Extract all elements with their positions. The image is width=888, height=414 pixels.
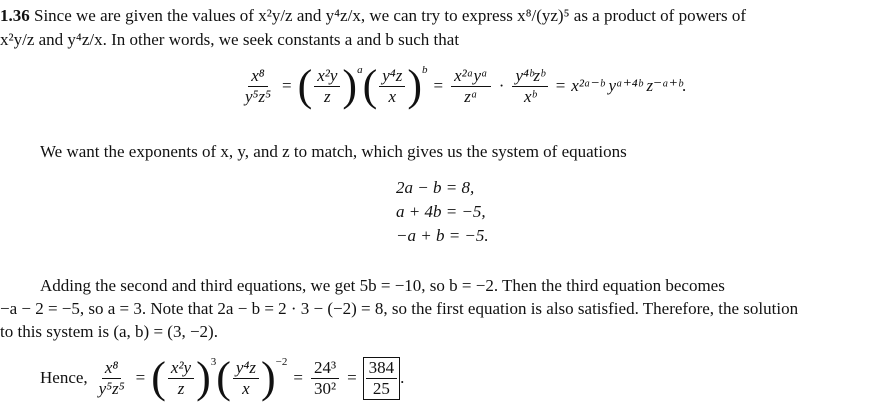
answer-box [363, 357, 401, 400]
solution-line-1: Adding the second and third equations, we get 5b = −10, so b = −2. Then the third equation becomes [40, 276, 725, 295]
system-eq-1: 2a − b = 8, [396, 178, 475, 197]
factor-2-fraction: $\frac{\text{y⁴z}}{x}$ [379, 66, 405, 107]
intro-text-1: Since we are given the values of x²y/z and y⁴z/x, we can try to express x⁸/(yz)⁵ as a product of powers of [34, 6, 747, 25]
equation-system [396, 176, 489, 248]
intro-line-1 [0, 6, 746, 26]
solution-line-3: to this system is (a, b) = (3, −2). [0, 322, 218, 341]
factor-1-fraction: $\frac{\text{x²y}}{z}$ [314, 66, 340, 107]
hence-factor-1: $\frac{\text{x²y}}{z}$ [168, 358, 194, 399]
main-equation: $\frac{\text{x⁸}}{\text{y⁵z⁵}}$ = ( $\frac{\text{x²y}}{z}$ ) $^a$ ( $\frac{\text{y⁴z}}{x}$ ) $^b$ = $\frac{\text{x²ᵃyᵃ}}{\text{zᵃ}}$ · $\frac{\text{y⁴ᵇzᵇ}}{\text{xᵇ}}$ = x²ᵃ⁻ᵇ yᵃ⁺⁴ᵇ z⁻ᵃ⁺ᵇ. [240, 64, 687, 108]
system-eq-3: −a + b = −5. [396, 226, 489, 245]
intro-text-2: x²y/z and y⁴z/x. In other words, we seek constants a and b such that [0, 30, 460, 49]
term-2-fraction: $\frac{\text{y⁴ᵇzᵇ}}{\text{xᵇ}}$ [512, 66, 547, 107]
answer-fraction: $\frac{384}{25}$ [366, 358, 398, 399]
solution-line-2: −a − 2 = −5, so a = 3. Note that 2a − b = 2 · 3 − (−2) = 8, so the first equation is also satisfied. Therefore, the solution [0, 299, 799, 318]
hence-factor-2: $\frac{\text{y⁴z}}{x}$ [233, 358, 259, 399]
want-text: We want the exponents of x, y, and z to match, which gives us the system of equations [40, 142, 627, 161]
system-eq-2: a + 4b = −5, [396, 202, 486, 221]
lhs-fraction: $\frac{\text{x⁸}}{\text{y⁵z⁵}}$ [245, 65, 271, 106]
term-1-fraction: $\frac{\text{x²ᵃyᵃ}}{\text{zᵃ}}$ [451, 66, 491, 107]
rhs-expression: x²ᵃ⁻ᵇ yᵃ⁺⁴ᵇ z⁻ᵃ⁺ᵇ. [571, 76, 687, 95]
problem-number: 1.36 [0, 6, 30, 25]
hence-lhs-fraction: $\frac{\text{x⁸}}{\text{y⁵z⁵}}$ [98, 357, 125, 398]
intro-line-2 [0, 30, 459, 50]
hence-mid-fraction: $\frac{\text{24³}}{\text{30²}}$ [311, 358, 339, 399]
hence-label: Hence, [40, 368, 88, 387]
hence-equation: Hence, $\frac{\text{x⁸}}{\text{y⁵z⁵}}$ = ( $\frac{\text{x²y}}{z}$ ) $^3$ ( $\frac{\text{y⁴z}}{x}$ ) $^{-2}$ = $\frac{\text{24³}}{\text{30²}}$ = $\frac{384}{25}$ . [40, 353, 405, 402]
